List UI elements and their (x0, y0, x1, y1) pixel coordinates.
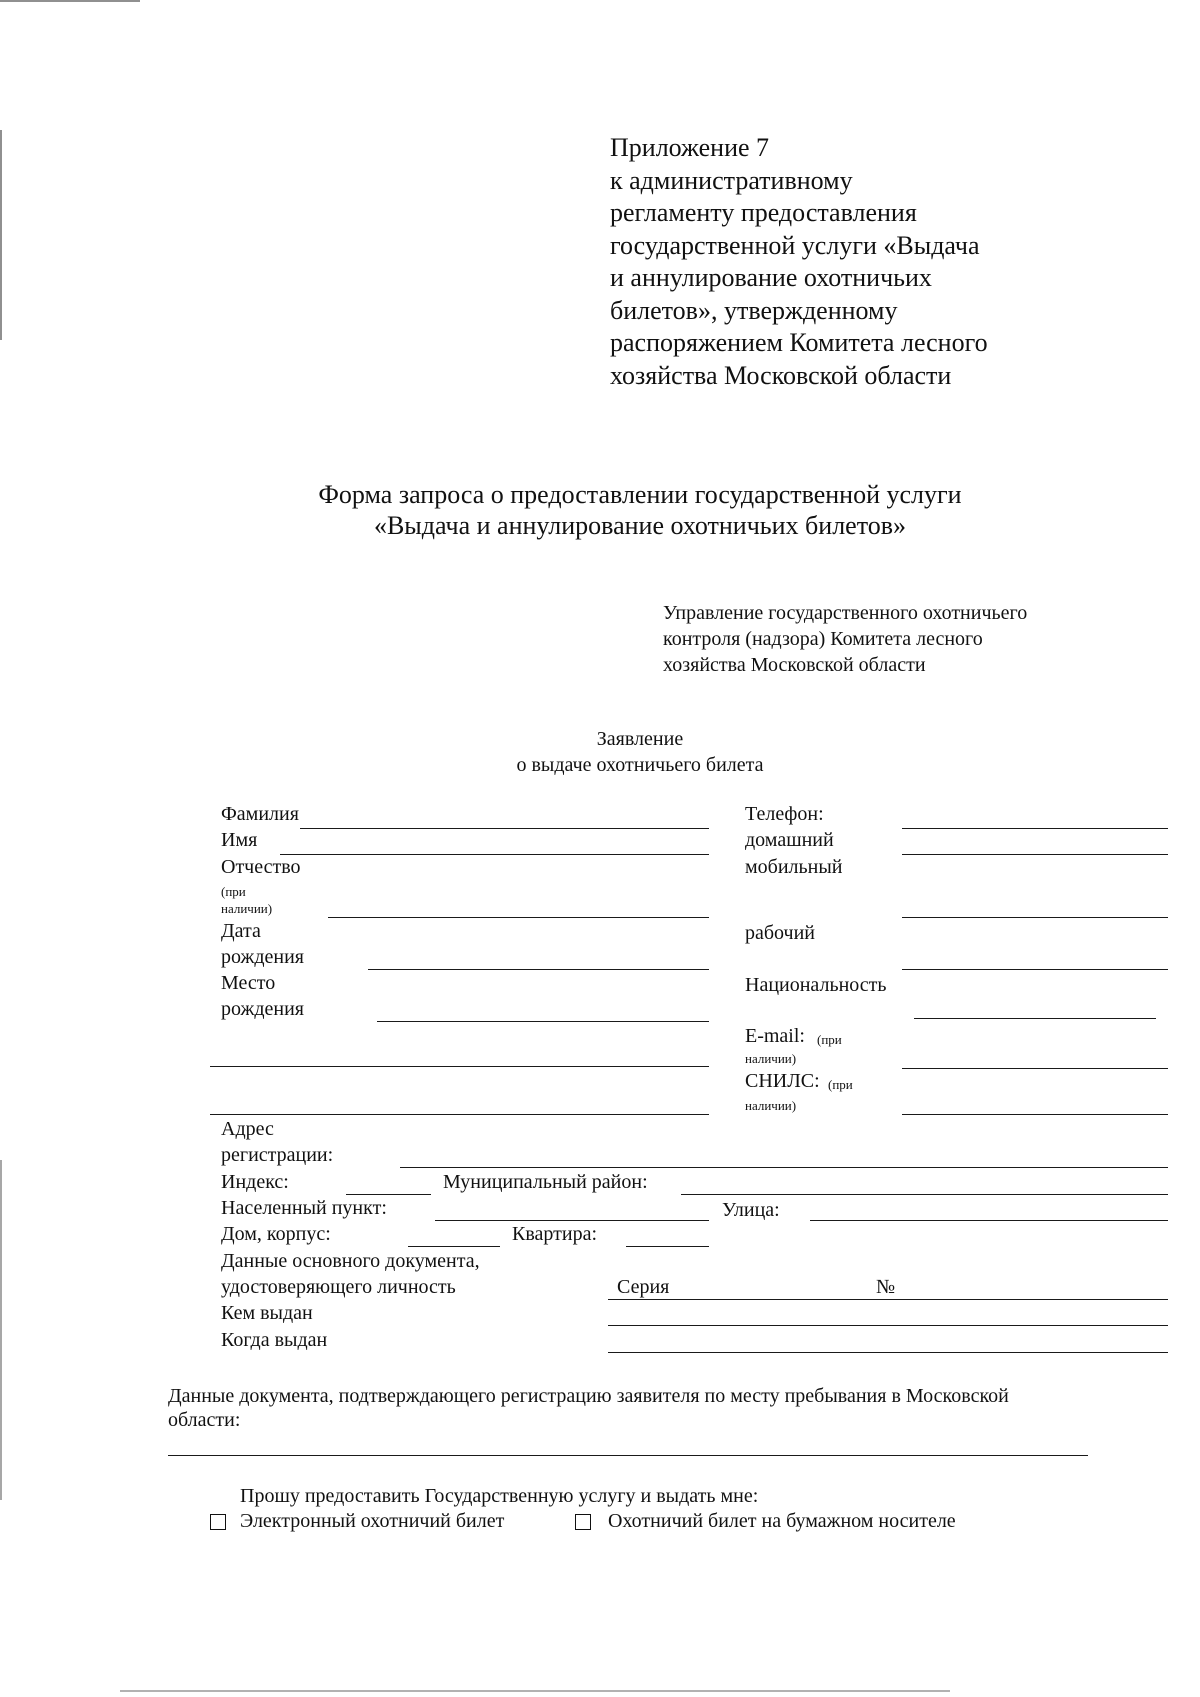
identity-doc-label-1: Данные основного документа, (221, 1250, 480, 1272)
patronymic-field[interactable] (328, 917, 709, 918)
form-title (0, 479, 1200, 541)
house-field[interactable] (408, 1246, 500, 1247)
patronymic-label: Отчество (221, 856, 301, 878)
house-label: Дом, корпус: (221, 1223, 331, 1245)
scan-edge-mark-left-1 (0, 130, 2, 340)
patronymic-note-1: (при (221, 884, 246, 899)
issued-by-label: Кем выдан (221, 1302, 313, 1324)
identity-doc-label-2: удостоверяющего личность (221, 1276, 456, 1298)
email-note-2: наличии) (745, 1051, 797, 1066)
district-label: Муниципальный район: (443, 1171, 648, 1193)
birth-date-label-2: рождения (221, 946, 304, 968)
home-phone-field[interactable] (902, 854, 1168, 855)
appendix-line: государственной услуги «Выдача (610, 230, 980, 260)
street-field[interactable] (810, 1220, 1168, 1221)
email-field[interactable] (902, 1068, 1168, 1069)
reg-address-label-2: регистрации: (221, 1144, 334, 1166)
appendix-line: и аннулирование охотничьих (610, 263, 932, 292)
scan-edge-mark-top (0, 0, 140, 2)
scan-edge-mark-left-2 (0, 1160, 2, 1500)
birth-place-field-extra-2[interactable] (210, 1114, 709, 1115)
birth-date-label-1: Дата (221, 920, 261, 942)
name-field[interactable] (280, 854, 709, 855)
electronic-ticket-label: Электронный охотничий билет (240, 1510, 505, 1532)
appendix-line: к административному (610, 165, 853, 195)
addressee-line: контроля (надзора) Комитета лесного (663, 628, 983, 650)
appendix-line: Приложение 7 (610, 133, 770, 162)
request-text: Прошу предоставить Государственную услугу и выдать мне: (240, 1485, 759, 1507)
form-title-line-1: Форма запроса о предоставлении государственной услуги (318, 480, 962, 509)
appendix-line: билетов», утвержденному (610, 295, 898, 325)
appendix-block (610, 132, 988, 392)
nationality-field[interactable] (914, 1018, 1156, 1019)
snils-note-1: (при (828, 1077, 853, 1092)
birth-place-label-1: Место (221, 972, 276, 994)
snils-note-2: наличии) (745, 1098, 797, 1113)
home-phone-label: домашний (745, 829, 834, 851)
series-number-field[interactable] (608, 1299, 1168, 1300)
mobile-phone-label: мобильный (745, 856, 843, 878)
appendix-line: распоряжением Комитета лесного (610, 328, 988, 357)
phone-field[interactable] (902, 828, 1168, 829)
surname-label: Фамилия (221, 803, 299, 825)
apartment-field[interactable] (626, 1246, 709, 1247)
appendix-line: хозяйства Московской области (610, 360, 952, 390)
snils-field[interactable] (902, 1114, 1168, 1115)
email-label: E-mail: (745, 1025, 805, 1047)
snils-label: СНИЛС: (745, 1070, 820, 1092)
statement-heading (0, 726, 1200, 778)
district-field[interactable] (681, 1194, 1168, 1195)
reg-address-label-1: Адрес (221, 1118, 274, 1140)
addressee-block (663, 600, 1027, 678)
addressee-line: хозяйства Московской области (663, 654, 926, 676)
issued-by-field[interactable] (608, 1325, 1168, 1326)
birth-date-field[interactable] (368, 969, 709, 970)
index-label: Индекс: (221, 1171, 289, 1193)
work-phone-field[interactable] (902, 969, 1168, 970)
email-note-1: (при (817, 1032, 842, 1047)
patronymic-note-2: наличии) (221, 901, 273, 916)
number-label: № (876, 1276, 896, 1298)
surname-field[interactable] (300, 828, 709, 829)
apartment-label: Квартира: (512, 1223, 598, 1245)
scan-edge-mark-bottom (120, 1690, 950, 1692)
addressee-line: Управление государственного охотничьего (663, 602, 1028, 624)
street-label: Улица: (722, 1199, 780, 1221)
nationality-label: Национальность (745, 974, 887, 996)
issued-when-label: Когда выдан (221, 1329, 328, 1351)
statement-subtitle: о выдаче охотничьего билета (516, 754, 764, 776)
statement-title: Заявление (596, 728, 684, 750)
locality-label: Населенный пункт: (221, 1197, 387, 1219)
paper-ticket-label: Охотничий билет на бумажном носителе (608, 1510, 956, 1532)
phone-label: Телефон: (745, 803, 824, 825)
series-label: Серия (617, 1276, 670, 1298)
birth-place-field-extra-1[interactable] (210, 1066, 709, 1067)
electronic-ticket-checkbox[interactable] (210, 1514, 226, 1530)
stay-doc-label-2: области: (168, 1409, 241, 1431)
name-label: Имя (221, 829, 258, 851)
appendix-line: регламенту предоставления (610, 198, 917, 227)
stay-doc-field[interactable] (168, 1455, 1088, 1456)
reg-address-field[interactable] (400, 1167, 1168, 1168)
work-phone-label: рабочий (745, 922, 815, 944)
locality-field[interactable] (435, 1220, 709, 1221)
mobile-phone-field[interactable] (902, 917, 1168, 918)
birth-place-field[interactable] (377, 1021, 709, 1022)
form-title-line-2: «Выдача и аннулирование охотничьих билетов» (373, 511, 907, 540)
issued-when-field[interactable] (608, 1352, 1168, 1353)
birth-place-label-2: рождения (221, 998, 304, 1020)
paper-ticket-checkbox[interactable] (575, 1514, 591, 1530)
index-field[interactable] (346, 1194, 431, 1195)
stay-doc-label-1: Данные документа, подтверждающего регистрацию заявителя по месту пребывания в Московской (168, 1385, 1009, 1407)
